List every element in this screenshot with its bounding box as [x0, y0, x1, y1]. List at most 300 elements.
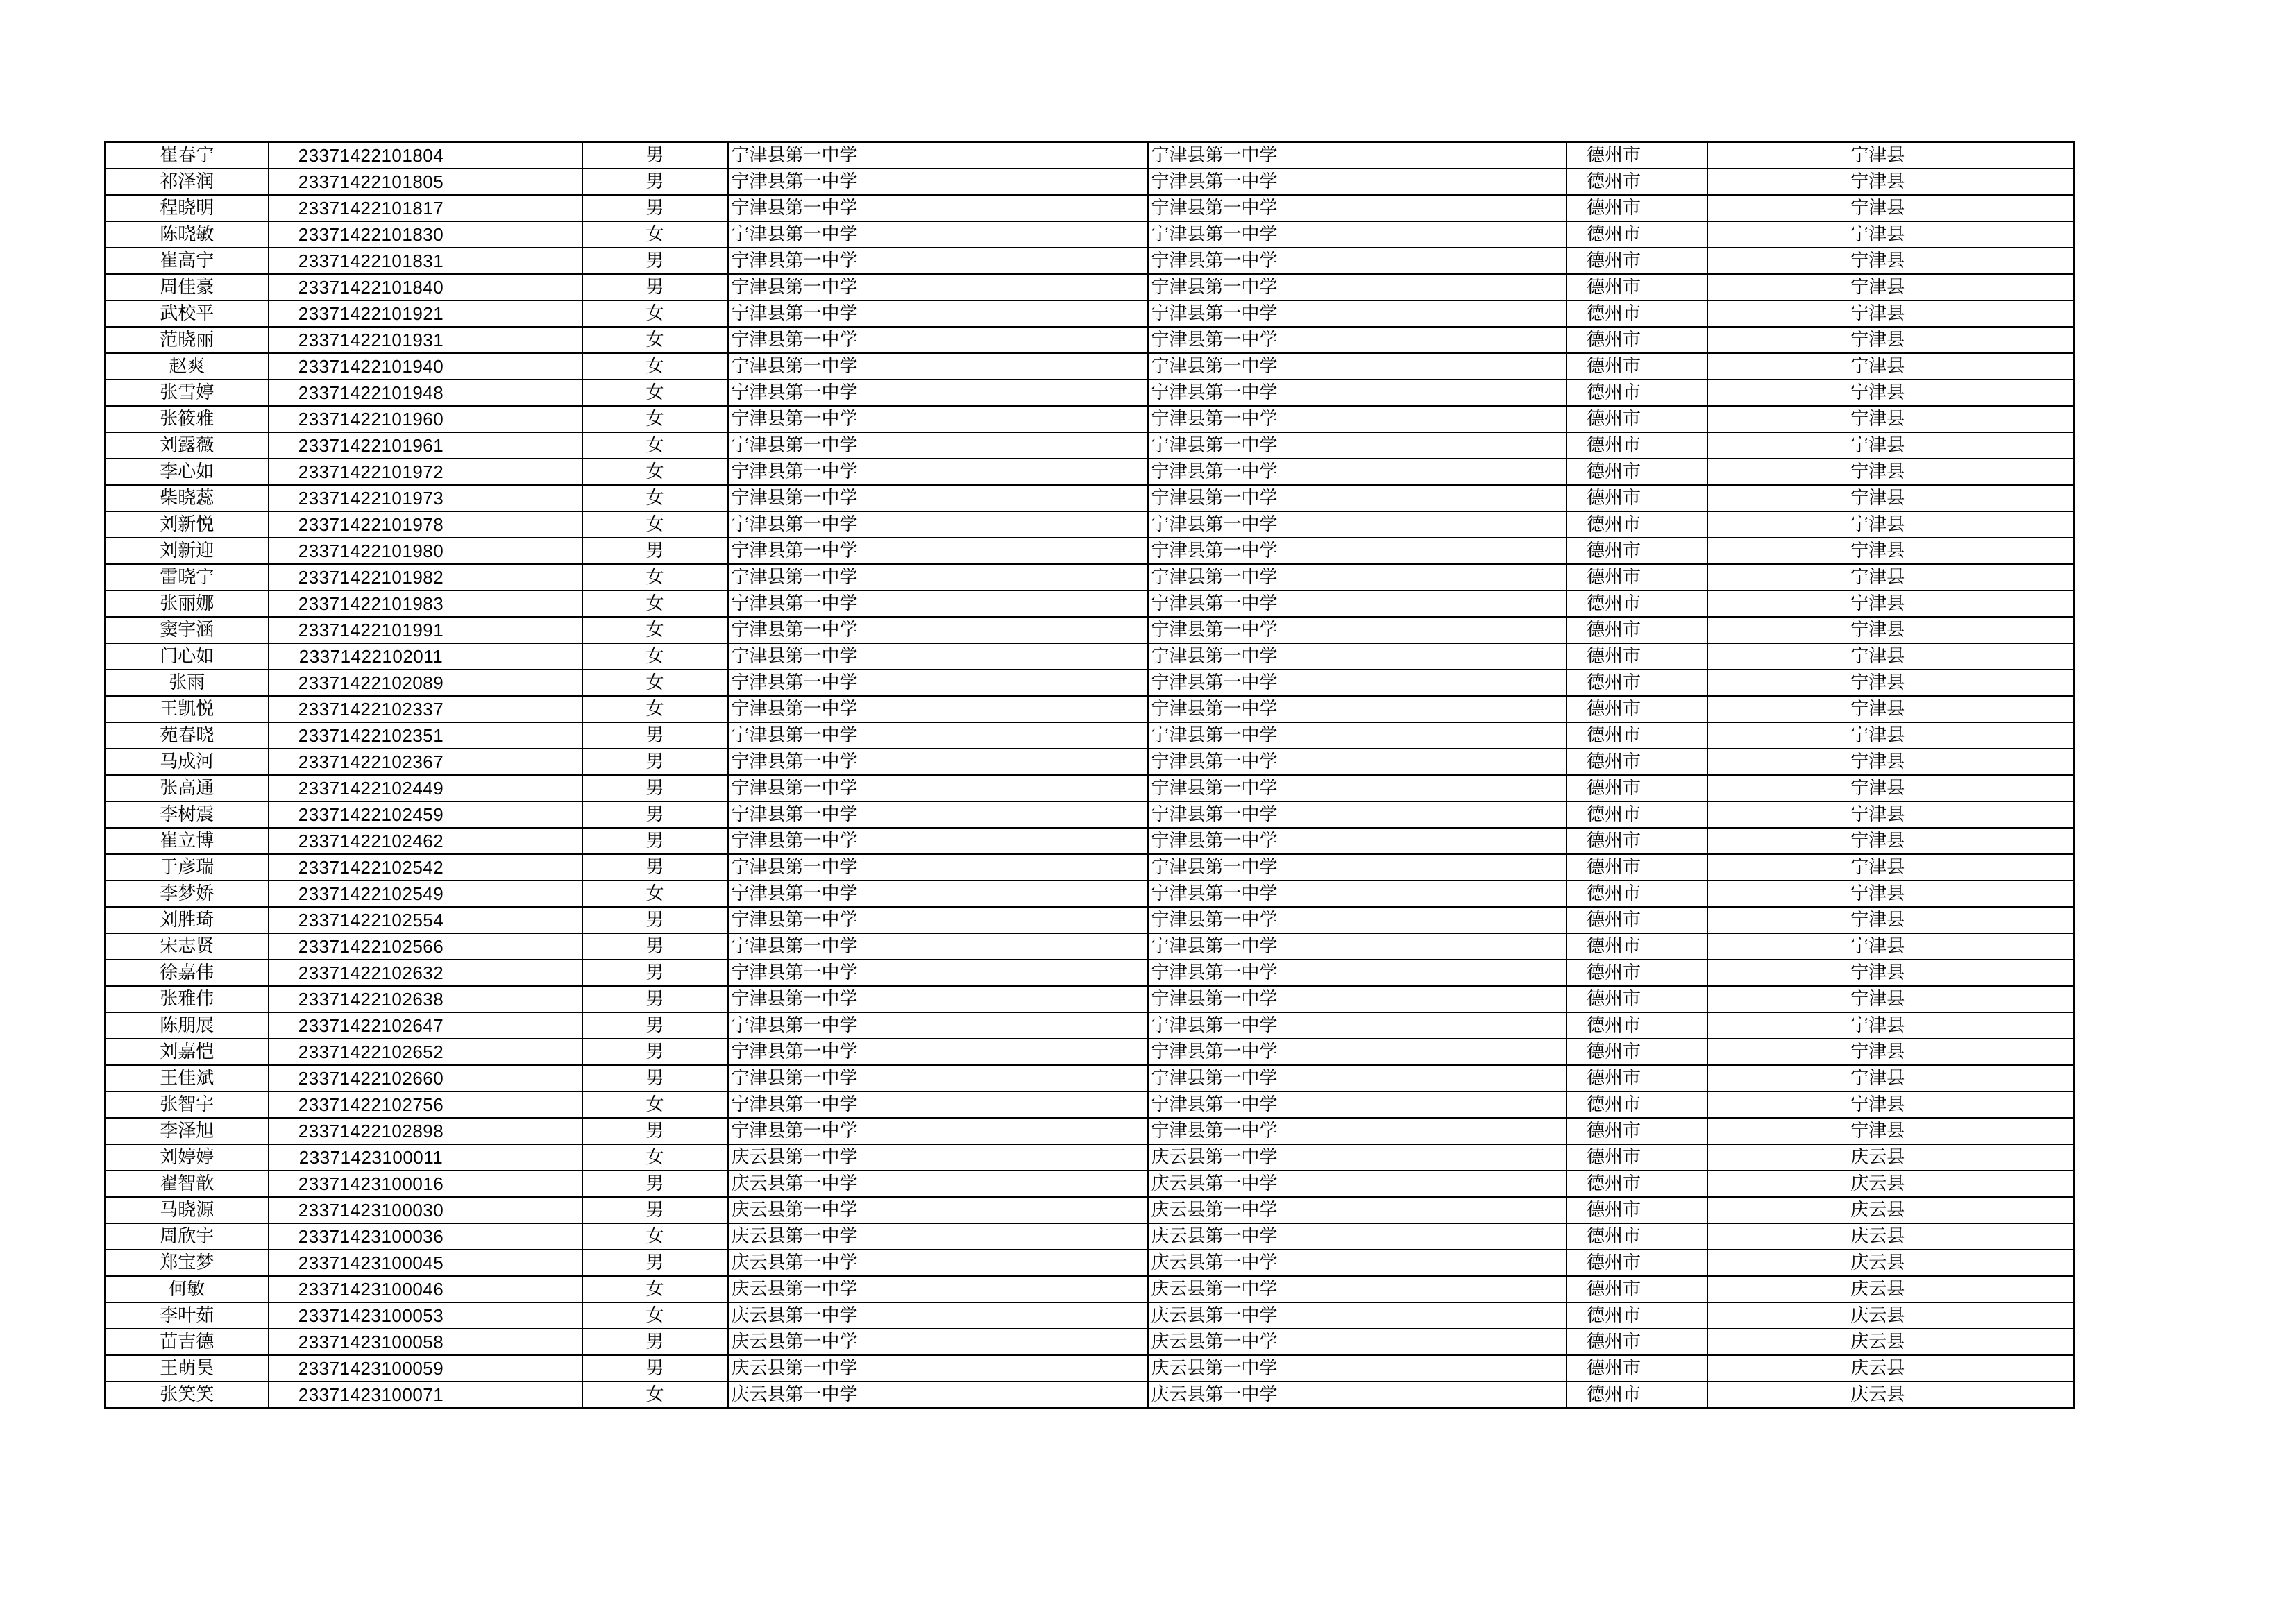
county-cell: 宁津县 [1707, 933, 2074, 960]
exam-site-cell: 宁津县第一中学 [1148, 142, 1567, 169]
city-cell: 德州市 [1567, 722, 1707, 749]
school-cell: 宁津县第一中学 [728, 1012, 1148, 1039]
table-row [105, 590, 2074, 617]
exam-site-cell: 庆云县第一中学 [1148, 1223, 1567, 1250]
gender-cell: 男 [582, 986, 728, 1012]
exam-site-cell: 宁津县第一中学 [1148, 617, 1567, 643]
school-cell: 宁津县第一中学 [728, 775, 1148, 801]
exam-site-cell: 宁津县第一中学 [1148, 248, 1567, 274]
county-cell: 宁津县 [1707, 195, 2074, 221]
table-row [105, 169, 2074, 195]
table-row [105, 643, 2074, 670]
county-cell: 宁津县 [1707, 617, 2074, 643]
student-name-cell: 徐嘉伟 [105, 960, 269, 986]
gender-cell: 男 [582, 538, 728, 564]
county-cell: 宁津县 [1707, 1012, 2074, 1039]
exam-id-cell: 23371422101804 [269, 142, 582, 169]
exam-site-cell: 庆云县第一中学 [1148, 1382, 1567, 1409]
county-cell: 宁津县 [1707, 274, 2074, 300]
county-cell: 宁津县 [1707, 564, 2074, 590]
gender-cell: 男 [582, 1250, 728, 1276]
student-name-cell: 李泽旭 [105, 1118, 269, 1144]
table-row [105, 221, 2074, 248]
school-cell: 宁津县第一中学 [728, 485, 1148, 511]
student-name-cell: 翟智歆 [105, 1171, 269, 1197]
county-cell: 宁津县 [1707, 749, 2074, 775]
county-cell: 庆云县 [1707, 1382, 2074, 1409]
exam-site-cell: 宁津县第一中学 [1148, 327, 1567, 353]
student-name-cell: 苑春晓 [105, 722, 269, 749]
school-cell: 宁津县第一中学 [728, 986, 1148, 1012]
gender-cell: 女 [582, 406, 728, 432]
gender-cell: 女 [582, 1144, 728, 1171]
table-row [105, 274, 2074, 300]
exam-site-cell: 宁津县第一中学 [1148, 696, 1567, 722]
county-cell: 宁津县 [1707, 221, 2074, 248]
exam-id-cell: 23371422102632 [269, 960, 582, 986]
school-cell: 庆云县第一中学 [728, 1302, 1148, 1329]
exam-id-cell: 23371422101980 [269, 538, 582, 564]
table-row [105, 300, 2074, 327]
gender-cell: 男 [582, 1355, 728, 1382]
city-cell: 德州市 [1567, 1329, 1707, 1355]
school-cell: 宁津县第一中学 [728, 432, 1148, 459]
gender-cell: 女 [582, 590, 728, 617]
gender-cell: 男 [582, 1329, 728, 1355]
exam-site-cell: 宁津县第一中学 [1148, 1065, 1567, 1091]
table-row [105, 722, 2074, 749]
student-name-cell: 崔春宁 [105, 142, 269, 169]
gender-cell: 女 [582, 696, 728, 722]
city-cell: 德州市 [1567, 907, 1707, 933]
county-cell: 宁津县 [1707, 1065, 2074, 1091]
student-name-cell: 王萌昊 [105, 1355, 269, 1382]
gender-cell: 女 [582, 459, 728, 485]
city-cell: 德州市 [1567, 195, 1707, 221]
exam-site-cell: 宁津县第一中学 [1148, 432, 1567, 459]
exam-site-cell: 宁津县第一中学 [1148, 459, 1567, 485]
county-cell: 宁津县 [1707, 380, 2074, 406]
exam-site-cell: 宁津县第一中学 [1148, 300, 1567, 327]
exam-id-cell: 23371422101973 [269, 485, 582, 511]
school-cell: 宁津县第一中学 [728, 590, 1148, 617]
county-cell: 宁津县 [1707, 854, 2074, 881]
table-row [105, 986, 2074, 1012]
gender-cell: 男 [582, 775, 728, 801]
student-name-cell: 刘露薇 [105, 432, 269, 459]
city-cell: 德州市 [1567, 1197, 1707, 1223]
gender-cell: 男 [582, 1197, 728, 1223]
student-name-cell: 赵爽 [105, 353, 269, 380]
school-cell: 宁津县第一中学 [728, 353, 1148, 380]
table-row [105, 538, 2074, 564]
student-name-cell: 李叶茹 [105, 1302, 269, 1329]
exam-site-cell: 宁津县第一中学 [1148, 1039, 1567, 1065]
county-cell: 宁津县 [1707, 327, 2074, 353]
exam-id-cell: 23371422102449 [269, 775, 582, 801]
exam-site-cell: 庆云县第一中学 [1148, 1250, 1567, 1276]
exam-id-cell: 23371422102367 [269, 749, 582, 775]
table-row [105, 670, 2074, 696]
city-cell: 德州市 [1567, 1382, 1707, 1409]
gender-cell: 女 [582, 1276, 728, 1302]
exam-id-cell: 23371422102462 [269, 828, 582, 854]
school-cell: 宁津县第一中学 [728, 696, 1148, 722]
school-cell: 庆云县第一中学 [728, 1144, 1148, 1171]
table-row [105, 142, 2074, 169]
city-cell: 德州市 [1567, 986, 1707, 1012]
city-cell: 德州市 [1567, 643, 1707, 670]
student-name-cell: 祁泽润 [105, 169, 269, 195]
exam-site-cell: 庆云县第一中学 [1148, 1329, 1567, 1355]
gender-cell: 女 [582, 1091, 728, 1118]
exam-id-cell: 23371423100011 [269, 1144, 582, 1171]
student-name-cell: 崔立博 [105, 828, 269, 854]
table-row [105, 960, 2074, 986]
city-cell: 德州市 [1567, 406, 1707, 432]
exam-site-cell: 宁津县第一中学 [1148, 274, 1567, 300]
exam-id-cell: 23371422101831 [269, 248, 582, 274]
city-cell: 德州市 [1567, 432, 1707, 459]
exam-site-cell: 宁津县第一中学 [1148, 775, 1567, 801]
gender-cell: 男 [582, 828, 728, 854]
city-cell: 德州市 [1567, 485, 1707, 511]
exam-site-cell: 宁津县第一中学 [1148, 986, 1567, 1012]
student-name-cell: 张雪婷 [105, 380, 269, 406]
exam-id-cell: 23371423100071 [269, 1382, 582, 1409]
student-name-cell: 李心如 [105, 459, 269, 485]
school-cell: 庆云县第一中学 [728, 1329, 1148, 1355]
exam-id-cell: 23371423100046 [269, 1276, 582, 1302]
student-name-cell: 陈晓敏 [105, 221, 269, 248]
table-row [105, 1382, 2074, 1409]
city-cell: 德州市 [1567, 169, 1707, 195]
exam-site-cell: 宁津县第一中学 [1148, 511, 1567, 538]
table-row [105, 1144, 2074, 1171]
student-name-cell: 李树震 [105, 801, 269, 828]
table-row [105, 380, 2074, 406]
school-cell: 宁津县第一中学 [728, 248, 1148, 274]
student-name-cell: 刘婷婷 [105, 1144, 269, 1171]
gender-cell: 女 [582, 380, 728, 406]
county-cell: 宁津县 [1707, 511, 2074, 538]
school-cell: 宁津县第一中学 [728, 538, 1148, 564]
exam-id-cell: 23371422101961 [269, 432, 582, 459]
exam-id-cell: 23371422102351 [269, 722, 582, 749]
county-cell: 宁津县 [1707, 670, 2074, 696]
table-row [105, 1250, 2074, 1276]
school-cell: 宁津县第一中学 [728, 881, 1148, 907]
gender-cell: 男 [582, 960, 728, 986]
table-row [105, 933, 2074, 960]
exam-site-cell: 宁津县第一中学 [1148, 221, 1567, 248]
student-name-cell: 柴晓蕊 [105, 485, 269, 511]
city-cell: 德州市 [1567, 248, 1707, 274]
table-row [105, 1012, 2074, 1039]
county-cell: 宁津县 [1707, 907, 2074, 933]
student-name-cell: 张雅伟 [105, 986, 269, 1012]
student-name-cell: 张丽娜 [105, 590, 269, 617]
student-name-cell: 马成河 [105, 749, 269, 775]
roster-table-body [105, 142, 2074, 1409]
exam-id-cell: 23371422101972 [269, 459, 582, 485]
table-row [105, 1302, 2074, 1329]
city-cell: 德州市 [1567, 564, 1707, 590]
school-cell: 庆云县第一中学 [728, 1223, 1148, 1250]
table-row [105, 1197, 2074, 1223]
table-row [105, 1355, 2074, 1382]
gender-cell: 男 [582, 142, 728, 169]
gender-cell: 男 [582, 195, 728, 221]
city-cell: 德州市 [1567, 300, 1707, 327]
exam-id-cell: 23371422102542 [269, 854, 582, 881]
city-cell: 德州市 [1567, 1276, 1707, 1302]
exam-site-cell: 宁津县第一中学 [1148, 169, 1567, 195]
exam-site-cell: 宁津县第一中学 [1148, 1091, 1567, 1118]
school-cell: 宁津县第一中学 [728, 459, 1148, 485]
gender-cell: 女 [582, 485, 728, 511]
gender-cell: 女 [582, 1382, 728, 1409]
school-cell: 宁津县第一中学 [728, 564, 1148, 590]
school-cell: 宁津县第一中学 [728, 274, 1148, 300]
exam-site-cell: 宁津县第一中学 [1148, 195, 1567, 221]
exam-id-cell: 23371423100059 [269, 1355, 582, 1382]
county-cell: 宁津县 [1707, 986, 2074, 1012]
gender-cell: 男 [582, 1065, 728, 1091]
city-cell: 德州市 [1567, 1223, 1707, 1250]
gender-cell: 女 [582, 327, 728, 353]
county-cell: 宁津县 [1707, 485, 2074, 511]
city-cell: 德州市 [1567, 696, 1707, 722]
table-row [105, 617, 2074, 643]
school-cell: 宁津县第一中学 [728, 511, 1148, 538]
student-name-cell: 刘新迎 [105, 538, 269, 564]
school-cell: 宁津县第一中学 [728, 221, 1148, 248]
exam-site-cell: 宁津县第一中学 [1148, 670, 1567, 696]
county-cell: 宁津县 [1707, 406, 2074, 432]
table-row [105, 485, 2074, 511]
exam-id-cell: 23371422101982 [269, 564, 582, 590]
exam-site-cell: 宁津县第一中学 [1148, 907, 1567, 933]
exam-id-cell: 23371423100053 [269, 1302, 582, 1329]
school-cell: 宁津县第一中学 [728, 670, 1148, 696]
student-name-cell: 李梦娇 [105, 881, 269, 907]
city-cell: 德州市 [1567, 854, 1707, 881]
gender-cell: 男 [582, 933, 728, 960]
exam-site-cell: 宁津县第一中学 [1148, 933, 1567, 960]
county-cell: 宁津县 [1707, 142, 2074, 169]
county-cell: 宁津县 [1707, 248, 2074, 274]
table-row [105, 1171, 2074, 1197]
exam-site-cell: 宁津县第一中学 [1148, 801, 1567, 828]
city-cell: 德州市 [1567, 670, 1707, 696]
exam-id-cell: 23371422101983 [269, 590, 582, 617]
table-row [105, 854, 2074, 881]
city-cell: 德州市 [1567, 538, 1707, 564]
school-cell: 宁津县第一中学 [728, 1091, 1148, 1118]
city-cell: 德州市 [1567, 1118, 1707, 1144]
exam-id-cell: 23371422101991 [269, 617, 582, 643]
city-cell: 德州市 [1567, 1039, 1707, 1065]
city-cell: 德州市 [1567, 1065, 1707, 1091]
county-cell: 庆云县 [1707, 1171, 2074, 1197]
exam-id-cell: 23371422101931 [269, 327, 582, 353]
student-name-cell: 周佳豪 [105, 274, 269, 300]
school-cell: 宁津县第一中学 [728, 300, 1148, 327]
gender-cell: 女 [582, 881, 728, 907]
student-name-cell: 何敏 [105, 1276, 269, 1302]
city-cell: 德州市 [1567, 933, 1707, 960]
student-name-cell: 程晓明 [105, 195, 269, 221]
county-cell: 庆云县 [1707, 1144, 2074, 1171]
city-cell: 德州市 [1567, 960, 1707, 986]
table-row [105, 1276, 2074, 1302]
exam-site-cell: 宁津县第一中学 [1148, 1012, 1567, 1039]
gender-cell: 男 [582, 1171, 728, 1197]
city-cell: 德州市 [1567, 1091, 1707, 1118]
school-cell: 庆云县第一中学 [728, 1197, 1148, 1223]
school-cell: 宁津县第一中学 [728, 406, 1148, 432]
county-cell: 宁津县 [1707, 960, 2074, 986]
exam-site-cell: 宁津县第一中学 [1148, 881, 1567, 907]
county-cell: 宁津县 [1707, 801, 2074, 828]
school-cell: 宁津县第一中学 [728, 617, 1148, 643]
student-name-cell: 王佳斌 [105, 1065, 269, 1091]
gender-cell: 男 [582, 274, 728, 300]
school-cell: 宁津县第一中学 [728, 801, 1148, 828]
student-name-cell: 宋志贤 [105, 933, 269, 960]
table-row [105, 459, 2074, 485]
student-name-cell: 张智宇 [105, 1091, 269, 1118]
school-cell: 宁津县第一中学 [728, 1039, 1148, 1065]
table-row [105, 564, 2074, 590]
city-cell: 德州市 [1567, 221, 1707, 248]
student-name-cell: 雷晓宁 [105, 564, 269, 590]
school-cell: 宁津县第一中学 [728, 327, 1148, 353]
exam-id-cell: 23371422102549 [269, 881, 582, 907]
table-row [105, 696, 2074, 722]
city-cell: 德州市 [1567, 1171, 1707, 1197]
exam-site-cell: 宁津县第一中学 [1148, 722, 1567, 749]
exam-site-cell: 宁津县第一中学 [1148, 380, 1567, 406]
student-name-cell: 郑宝梦 [105, 1250, 269, 1276]
school-cell: 宁津县第一中学 [728, 1118, 1148, 1144]
exam-id-cell: 23371422101960 [269, 406, 582, 432]
school-cell: 庆云县第一中学 [728, 1382, 1148, 1409]
exam-site-cell: 庆云县第一中学 [1148, 1144, 1567, 1171]
exam-id-cell: 23371422101840 [269, 274, 582, 300]
school-cell: 宁津县第一中学 [728, 643, 1148, 670]
exam-id-cell: 23371422102089 [269, 670, 582, 696]
city-cell: 德州市 [1567, 459, 1707, 485]
student-name-cell: 张筱雅 [105, 406, 269, 432]
school-cell: 宁津县第一中学 [728, 380, 1148, 406]
gender-cell: 女 [582, 511, 728, 538]
student-name-cell: 苗吉德 [105, 1329, 269, 1355]
city-cell: 德州市 [1567, 1012, 1707, 1039]
exam-id-cell: 23371422102898 [269, 1118, 582, 1144]
table-row [105, 353, 2074, 380]
gender-cell: 女 [582, 1223, 728, 1250]
exam-site-cell: 宁津县第一中学 [1148, 749, 1567, 775]
gender-cell: 男 [582, 749, 728, 775]
student-name-cell: 刘嘉恺 [105, 1039, 269, 1065]
exam-id-cell: 23371422102647 [269, 1012, 582, 1039]
table-row [105, 907, 2074, 933]
school-cell: 宁津县第一中学 [728, 1065, 1148, 1091]
table-row [105, 432, 2074, 459]
school-cell: 庆云县第一中学 [728, 1355, 1148, 1382]
table-row [105, 327, 2074, 353]
gender-cell: 男 [582, 1012, 728, 1039]
gender-cell: 女 [582, 643, 728, 670]
school-cell: 宁津县第一中学 [728, 907, 1148, 933]
exam-id-cell: 23371422101921 [269, 300, 582, 327]
exam-site-cell: 宁津县第一中学 [1148, 485, 1567, 511]
exam-id-cell: 23371422101940 [269, 353, 582, 380]
exam-id-cell: 23371422102652 [269, 1039, 582, 1065]
city-cell: 德州市 [1567, 353, 1707, 380]
city-cell: 德州市 [1567, 1250, 1707, 1276]
exam-site-cell: 庆云县第一中学 [1148, 1302, 1567, 1329]
school-cell: 庆云县第一中学 [728, 1276, 1148, 1302]
city-cell: 德州市 [1567, 1144, 1707, 1171]
gender-cell: 女 [582, 617, 728, 643]
exam-id-cell: 23371423100016 [269, 1171, 582, 1197]
gender-cell: 男 [582, 722, 728, 749]
school-cell: 宁津县第一中学 [728, 828, 1148, 854]
city-cell: 德州市 [1567, 274, 1707, 300]
student-name-cell: 刘胜琦 [105, 907, 269, 933]
table-row [105, 195, 2074, 221]
exam-site-cell: 宁津县第一中学 [1148, 643, 1567, 670]
city-cell: 德州市 [1567, 749, 1707, 775]
exam-site-cell: 宁津县第一中学 [1148, 406, 1567, 432]
gender-cell: 女 [582, 564, 728, 590]
roster-table [104, 141, 2075, 1409]
student-name-cell: 窦宇涵 [105, 617, 269, 643]
student-name-cell: 于彦瑞 [105, 854, 269, 881]
city-cell: 德州市 [1567, 511, 1707, 538]
exam-id-cell: 23371422101948 [269, 380, 582, 406]
exam-id-cell: 23371422101817 [269, 195, 582, 221]
table-row [105, 1065, 2074, 1091]
student-name-cell: 马晓源 [105, 1197, 269, 1223]
student-name-cell: 范晓丽 [105, 327, 269, 353]
county-cell: 宁津县 [1707, 169, 2074, 195]
city-cell: 德州市 [1567, 881, 1707, 907]
school-cell: 宁津县第一中学 [728, 854, 1148, 881]
gender-cell: 女 [582, 432, 728, 459]
city-cell: 德州市 [1567, 590, 1707, 617]
school-cell: 庆云县第一中学 [728, 1250, 1148, 1276]
county-cell: 宁津县 [1707, 696, 2074, 722]
county-cell: 庆云县 [1707, 1302, 2074, 1329]
exam-site-cell: 宁津县第一中学 [1148, 353, 1567, 380]
table-row [105, 1091, 2074, 1118]
county-cell: 庆云县 [1707, 1355, 2074, 1382]
county-cell: 宁津县 [1707, 881, 2074, 907]
table-row [105, 1039, 2074, 1065]
county-cell: 庆云县 [1707, 1276, 2074, 1302]
exam-id-cell: 23371422101978 [269, 511, 582, 538]
gender-cell: 女 [582, 670, 728, 696]
school-cell: 宁津县第一中学 [728, 960, 1148, 986]
county-cell: 宁津县 [1707, 1091, 2074, 1118]
county-cell: 宁津县 [1707, 590, 2074, 617]
exam-id-cell: 23371422102554 [269, 907, 582, 933]
exam-id-cell: 23371423100036 [269, 1223, 582, 1250]
